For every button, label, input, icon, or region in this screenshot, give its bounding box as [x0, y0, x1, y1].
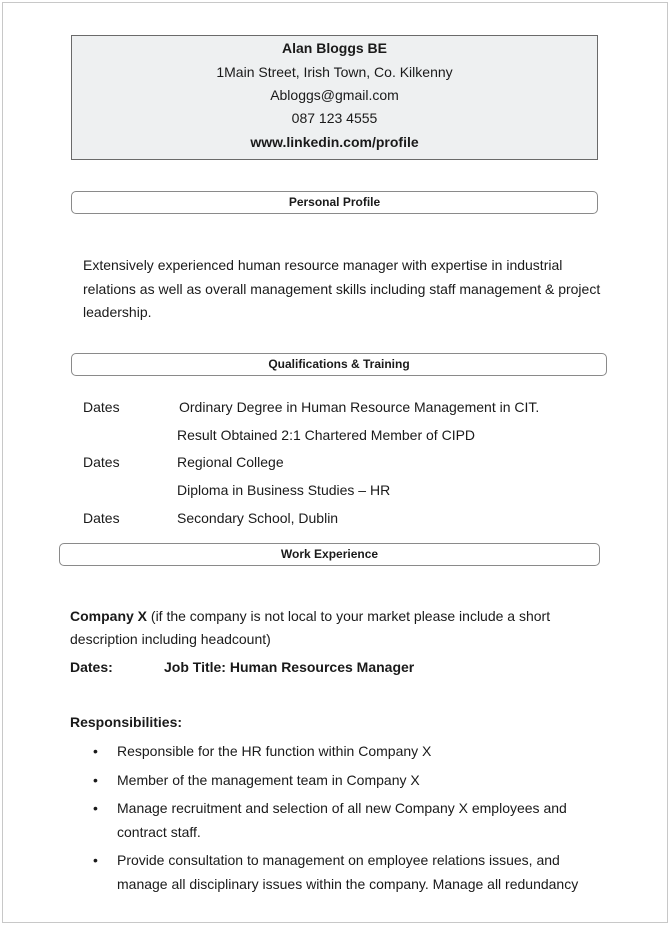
contact-header [71, 35, 598, 160]
responsibility-text: Member of the management team in Company X [117, 771, 420, 788]
responsibility-text: manage all disciplinary issues within the company. Manage all redundancy [117, 875, 579, 892]
bullet-icon: • [93, 852, 98, 868]
qualification-detail: Diploma in Business Studies – HR [177, 482, 391, 498]
linkedin-url: www.linkedin.com/profile [250, 134, 419, 150]
section-heading-personal-profile: Personal Profile [71, 191, 598, 214]
list-item [93, 740, 578, 764]
list-item [93, 769, 578, 793]
address: 1Main Street, Irish Town, Co. Kilkenny [216, 64, 453, 80]
company-name: Company X [70, 608, 148, 624]
responsibilities-list [93, 740, 578, 901]
list-item [93, 849, 578, 896]
responsibility-text: contract staff. [117, 823, 201, 840]
dates-label: Dates: [70, 659, 113, 675]
profile-line: leadership. [83, 304, 152, 320]
responsibility-text: Responsible for the HR function within Company X [117, 743, 432, 759]
profile-line: relations as well as overall management skills including staff management & project [83, 281, 601, 297]
phone: 087 123 4555 [291, 110, 378, 126]
responsibilities-label: Responsibilities: [70, 714, 183, 730]
section-heading-work-experience: Work Experience [59, 543, 600, 566]
job-title: Job Title: Human Resources Manager [164, 659, 415, 675]
responsibility-text: Provide consultation to management on employee relations issues, and [117, 852, 560, 868]
candidate-name: Alan Bloggs BE [281, 40, 387, 56]
qualification-date-label: Dates [83, 454, 120, 470]
email: Abloggs@gmail.com [270, 87, 399, 103]
profile-line: Extensively experienced human resource manager with expertise in industrial [83, 257, 563, 273]
qualification-detail: Regional College [177, 454, 284, 470]
qualification-detail: Ordinary Degree in Human Resource Management in CIT. [179, 399, 540, 415]
list-item [93, 797, 578, 844]
bullet-icon: • [93, 771, 98, 788]
bullet-icon: • [93, 743, 98, 759]
section-heading-qualifications: Qualifications & Training [71, 353, 607, 376]
company-line [70, 605, 550, 629]
bullet-icon: • [93, 800, 98, 816]
qualification-date-label: Dates [83, 399, 120, 415]
company-note: (if the company is not local to your market please include a short [147, 608, 551, 624]
qualification-detail: Secondary School, Dublin [177, 510, 339, 526]
company-note-line: description including headcount) [70, 631, 271, 647]
qualification-detail: Result Obtained 2:1 Chartered Member of CIPD [177, 427, 476, 443]
qualification-date-label: Dates [83, 510, 120, 526]
responsibility-text: Manage recruitment and selection of all new Company X employees and [117, 800, 567, 816]
